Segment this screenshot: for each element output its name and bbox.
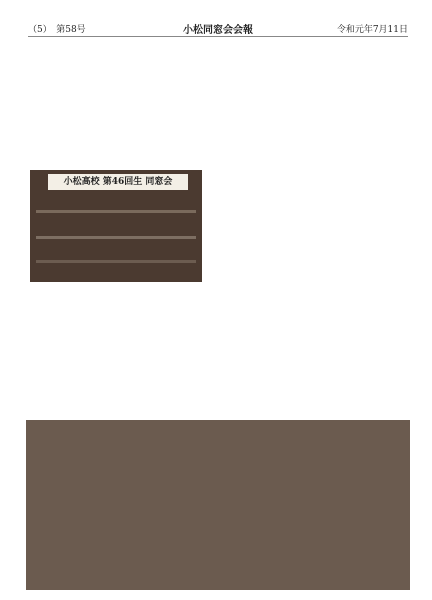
photo-row (36, 210, 196, 213)
photo-row (36, 260, 196, 263)
issue-date: 令和元年7月11日 (336, 25, 408, 35)
group-photo-bottom (26, 420, 410, 590)
photo-row (36, 236, 196, 239)
reunion-photo-top (30, 170, 202, 282)
reunion-banner: 小松高校 第46回生 同窓会 (48, 174, 188, 190)
page-header (28, 20, 408, 37)
page-number: （5） 第58号 (28, 25, 86, 35)
newsletter-title: 小松同窓会会報 (183, 25, 253, 36)
